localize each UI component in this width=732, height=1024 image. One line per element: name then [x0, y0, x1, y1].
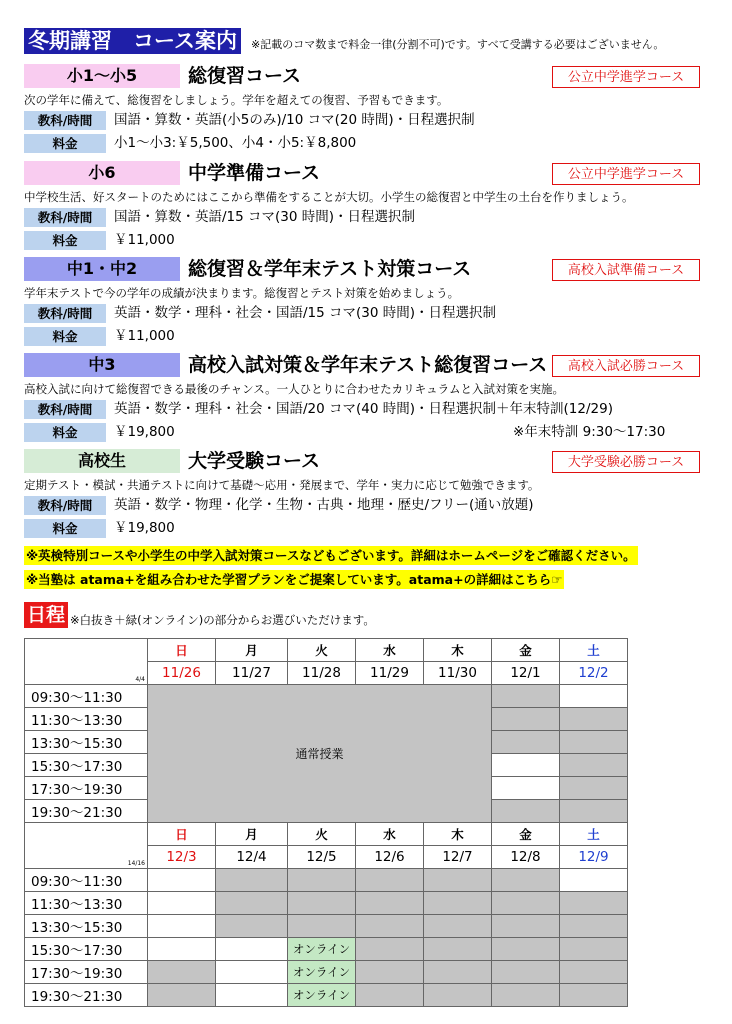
schedule-cell	[216, 869, 288, 892]
day-header: 日	[148, 823, 216, 846]
course-grade: 小6	[24, 161, 180, 185]
subjects-label: 教科/時間	[24, 111, 106, 130]
schedule-cell	[356, 938, 424, 961]
course-description: 高校入試に向けて総復習できる最後のチャンス。一人ひとりに合わせたカリキュラムと入試対策を実施。	[24, 382, 565, 396]
price-label: 料金	[24, 327, 106, 346]
date-header: 12/7	[424, 846, 492, 869]
schedule-cell	[356, 892, 424, 915]
schedule-cell	[356, 984, 424, 1007]
course-name: 大学受験コース	[188, 450, 321, 472]
schedule-cell	[288, 892, 356, 915]
schedule-cell[interactable]	[492, 777, 560, 800]
price-label: 料金	[24, 423, 106, 442]
time-slot: 09:30～11:30	[25, 685, 148, 708]
day-header: 月	[216, 639, 288, 662]
schedule-cell[interactable]	[148, 869, 216, 892]
time-slot: 15:30～17:30	[25, 938, 148, 961]
schedule-cell	[288, 869, 356, 892]
schedule-cell	[148, 961, 216, 984]
subjects-value: 国語・算数・英語(小5のみ)/10 コマ(20 時間)・日程選択制	[114, 112, 475, 128]
schedule-cell	[424, 938, 492, 961]
schedule-cell	[492, 685, 560, 708]
schedule-cell[interactable]	[216, 984, 288, 1007]
page-title: 冬期講習 コース案内	[24, 28, 241, 54]
date-header: 11/30	[424, 662, 492, 685]
day-header: 土	[560, 823, 628, 846]
date-header: 11/28	[288, 662, 356, 685]
online-slot[interactable]: オンライン	[288, 961, 356, 984]
schedule-cell	[424, 961, 492, 984]
price-value: ￥19,800	[114, 424, 175, 440]
online-slot[interactable]: オンライン	[288, 938, 356, 961]
schedule-cell	[356, 961, 424, 984]
schedule-cell	[560, 961, 628, 984]
subjects-label: 教科/時間	[24, 496, 106, 515]
time-slot: 13:30～15:30	[25, 731, 148, 754]
course-description: 学年末テストで今の学年の成績が決まります。総復習とテスト対策を始めましょう。	[24, 286, 460, 300]
schedule-cell	[492, 708, 560, 731]
schedule-cell	[560, 731, 628, 754]
time-slot: 09:30～11:30	[25, 869, 148, 892]
date-header: 12/4	[216, 846, 288, 869]
schedule-cell	[356, 915, 424, 938]
subjects-label: 教科/時間	[24, 400, 106, 419]
time-slot: 11:30～13:30	[25, 892, 148, 915]
schedule-cell[interactable]	[492, 754, 560, 777]
schedule-cell	[492, 800, 560, 823]
schedule-cell	[216, 892, 288, 915]
schedule-cell[interactable]	[560, 869, 628, 892]
schedule-title: 日程	[24, 602, 68, 628]
header-note: ※記載のコマ数まで料金一律(分割不可)です。すべて受講する必要はございません。	[251, 38, 665, 51]
date-header: 11/29	[356, 662, 424, 685]
schedule-cell[interactable]	[148, 892, 216, 915]
date-header: 12/8	[492, 846, 560, 869]
time-slot: 17:30～19:30	[25, 777, 148, 800]
table-corner	[25, 639, 148, 685]
course-grade: 中1・中2	[24, 257, 180, 281]
price-value: ￥11,000	[114, 232, 175, 248]
schedule-cell	[492, 938, 560, 961]
schedule-cell	[424, 915, 492, 938]
time-slot: 13:30～15:30	[25, 915, 148, 938]
schedule-cell	[492, 915, 560, 938]
schedule-cell[interactable]	[216, 961, 288, 984]
subjects-value: 英語・数学・理科・社会・国語/20 コマ(40 時間)・日程選択制＋年末特訓(12/29)	[114, 401, 613, 417]
date-header: 12/3	[148, 846, 216, 869]
regular-class-block: 通常授業	[148, 685, 492, 823]
schedule-cell	[560, 754, 628, 777]
schedule-cell[interactable]	[216, 938, 288, 961]
subjects-value: 英語・数学・物理・化学・生物・古典・地理・歴史/フリー(通い放題)	[114, 497, 534, 513]
day-header: 水	[356, 823, 424, 846]
schedule-cell[interactable]	[148, 938, 216, 961]
price-value: ￥11,000	[114, 328, 175, 344]
schedule-cell	[148, 984, 216, 1007]
course-description: 次の学年に備えて、総復習をしましょう。学年を超えての復習、予習もできます。	[24, 93, 449, 107]
time-slot: 19:30～21:30	[25, 800, 148, 823]
course-grade: 中3	[24, 353, 180, 377]
time-slot: 19:30～21:30	[25, 984, 148, 1007]
course-tag: 公立中学進学コース	[552, 66, 700, 88]
schedule-cell	[492, 984, 560, 1007]
day-header: 月	[216, 823, 288, 846]
schedule-table-week1	[24, 638, 628, 823]
schedule-cell	[560, 938, 628, 961]
schedule-cell	[424, 984, 492, 1007]
corner-mark: 14/16	[127, 860, 145, 867]
price-label: 料金	[24, 519, 106, 538]
schedule-cell	[560, 915, 628, 938]
online-slot[interactable]: オンライン	[288, 984, 356, 1007]
course-name: 総復習＆学年末テスト対策コース	[188, 258, 472, 280]
schedule-cell	[560, 777, 628, 800]
course-tag: 大学受験必勝コース	[552, 451, 700, 473]
schedule-cell	[424, 892, 492, 915]
course-description: 定期テスト・模試・共通テストに向けて基礎～応用・発展まで、学年・実力に応じて勉強できます。	[24, 478, 540, 492]
schedule-note: ※白抜き＋緑(オンライン)の部分からお選びいただけます。	[70, 613, 375, 627]
price-value: ￥19,800	[114, 520, 175, 536]
date-header: 11/27	[216, 662, 288, 685]
schedule-cell	[492, 892, 560, 915]
day-header: 木	[424, 639, 492, 662]
day-header: 木	[424, 823, 492, 846]
date-header: 11/26	[148, 662, 216, 685]
time-slot: 11:30～13:30	[25, 708, 148, 731]
subjects-label: 教科/時間	[24, 304, 106, 323]
course-tag: 高校入試準備コース	[552, 259, 700, 281]
schedule-table-week2	[24, 822, 628, 1007]
price-label: 料金	[24, 134, 106, 153]
subjects-value: 英語・数学・理科・社会・国語/15 コマ(30 時間)・日程選択制	[114, 305, 497, 321]
table-corner	[25, 823, 148, 869]
schedule-cell[interactable]	[560, 685, 628, 708]
schedule-cell	[492, 961, 560, 984]
time-slot: 15:30～17:30	[25, 754, 148, 777]
schedule-cell	[288, 915, 356, 938]
subjects-value: 国語・算数・英語/15 コマ(30 時間)・日程選択制	[114, 209, 416, 225]
price-value: 小1～小3:￥5,500、小4・小5:￥8,800	[114, 135, 357, 151]
schedule-cell	[560, 892, 628, 915]
course-grade: 高校生	[24, 449, 180, 473]
date-header: 12/5	[288, 846, 356, 869]
day-header: 火	[288, 639, 356, 662]
date-header: 12/2	[560, 662, 628, 685]
course-name: 高校入試対策＆学年末テスト総復習コース	[188, 354, 548, 376]
day-header: 金	[492, 639, 560, 662]
schedule-cell	[216, 915, 288, 938]
corner-mark: 4/4	[135, 676, 145, 683]
day-header: 火	[288, 823, 356, 846]
highlight-note-1: ※英検特別コースや小学生の中学入試対策コースなどもございます。詳細はホームページをご確認ください。	[26, 548, 636, 563]
schedule-cell	[356, 869, 424, 892]
schedule-cell	[492, 869, 560, 892]
day-header: 金	[492, 823, 560, 846]
schedule-cell	[560, 800, 628, 823]
date-header: 12/6	[356, 846, 424, 869]
price-label: 料金	[24, 231, 106, 250]
schedule-cell	[492, 731, 560, 754]
date-header: 12/9	[560, 846, 628, 869]
schedule-cell	[560, 708, 628, 731]
highlight-note-2[interactable]: ※当塾は atama+を組み合わせた学習プランをご提案しています。atama+の詳細はこちら☞	[26, 572, 563, 587]
schedule-cell	[424, 869, 492, 892]
course-grade: 小1～小5	[24, 64, 180, 88]
course-description: 中学校生活、好スタートのためにはここから準備をすることが大切。小学生の総復習と中学生の土台を作りましょう。	[24, 190, 634, 204]
subjects-label: 教科/時間	[24, 208, 106, 227]
course-name: 総復習コース	[188, 65, 302, 87]
date-header: 12/1	[492, 662, 560, 685]
day-header: 土	[560, 639, 628, 662]
schedule-cell[interactable]	[148, 915, 216, 938]
day-header: 水	[356, 639, 424, 662]
day-header: 日	[148, 639, 216, 662]
course-tag: 公立中学進学コース	[552, 163, 700, 185]
schedule-cell	[560, 984, 628, 1007]
price-extra-note: ※年末特訓 9:30～17:30	[513, 424, 666, 440]
time-slot: 17:30～19:30	[25, 961, 148, 984]
course-tag: 高校入試必勝コース	[552, 355, 700, 377]
course-name: 中学準備コース	[188, 162, 321, 184]
